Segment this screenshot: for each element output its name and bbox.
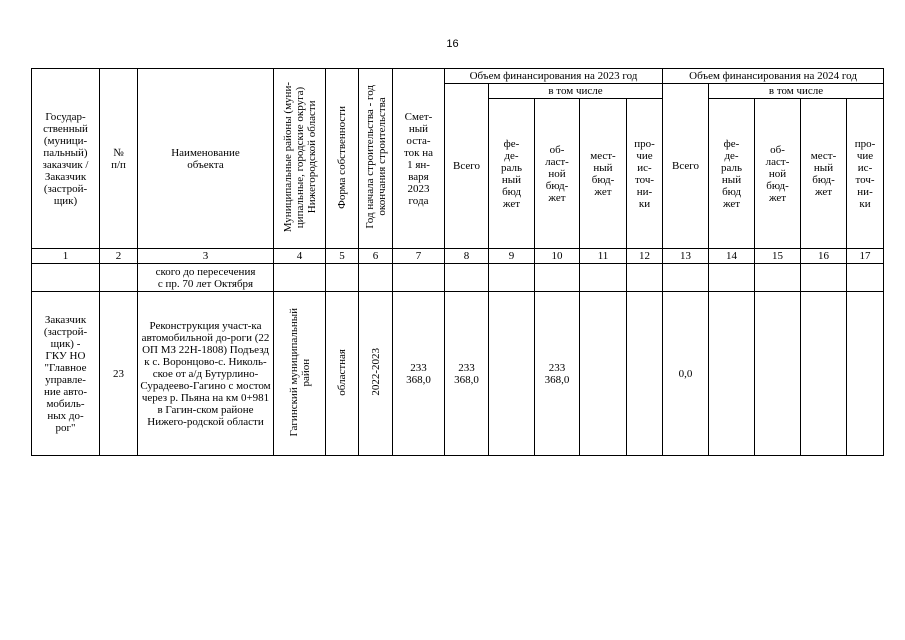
- continuation-row: [32, 264, 884, 292]
- column-number: 15: [755, 249, 801, 264]
- row-other-2023: [627, 292, 663, 456]
- header-customer: Государ- ственный (муници- пальный) заказчик / Заказчик (застрой- щик): [32, 69, 100, 249]
- column-number: 14: [709, 249, 755, 264]
- header-years-cell: [359, 69, 393, 249]
- column-number: 7: [393, 249, 445, 264]
- financing-table: [31, 68, 884, 456]
- table-cell: [535, 264, 580, 292]
- table-cell: [274, 264, 326, 292]
- table-cell: [489, 264, 535, 292]
- column-number: 8: [445, 249, 489, 264]
- table-cell: [580, 264, 627, 292]
- column-number: 2: [100, 249, 138, 264]
- row-customer: Заказчик (застрой- щик) - ГКУ НО "Главное управле- ние авто- мобиль- ных до- рог": [32, 292, 100, 456]
- column-number: 3: [138, 249, 274, 264]
- row-district: Гагинский муниципальный район: [287, 307, 312, 437]
- column-number: 4: [274, 249, 326, 264]
- header-total-2023: Всего: [445, 84, 489, 249]
- row-district-cell: [274, 292, 326, 456]
- header-regional-2024: об- ласт- ной бюд- жет: [755, 99, 801, 249]
- table-cell: [755, 264, 801, 292]
- row-years: 2022-2023: [369, 348, 382, 396]
- row-federal-2023: [489, 292, 535, 456]
- row-years-cell: [359, 292, 393, 456]
- column-number: 10: [535, 249, 580, 264]
- table-row: [32, 292, 884, 456]
- row-other-2024: [847, 292, 884, 456]
- table-cell: [627, 264, 663, 292]
- row-object-name: Реконструкция участ-ка автомобильной до-роги (22 ОП МЗ 22Н-1808) Подъезд к с. Воронцово-с. Николь-ское от а/д Бутурлино-Сурадеево-Гагино с мостом через р. Пьяна на км 0+981 в Гагин-ском районе Нижего-родской области: [138, 292, 274, 456]
- column-number: 17: [847, 249, 884, 264]
- table-cell: [847, 264, 884, 292]
- row-local-2024: [801, 292, 847, 456]
- column-number: 12: [627, 249, 663, 264]
- header-districts: Муниципальные районы (муни- ципальные, городские округа) Нижегородской области: [281, 81, 318, 233]
- header-federal-2024: фе- де- раль ный бюд жет: [709, 99, 755, 249]
- row-regional-2023: 233 368,0: [535, 292, 580, 456]
- header-estimate: Смет- ный оста- ток на 1 ян- варя 2023 года: [393, 69, 445, 249]
- header-total-2024: Всего: [663, 84, 709, 249]
- column-number: 6: [359, 249, 393, 264]
- table-cell: [445, 264, 489, 292]
- row-federal-2024: [709, 292, 755, 456]
- row-estimate: 233 368,0: [393, 292, 445, 456]
- row-total-2023: 233 368,0: [445, 292, 489, 456]
- table-cell: [100, 264, 138, 292]
- header-incl-2023: в том числе: [489, 84, 663, 99]
- header-years: Год начала строительства - год окончания строительства: [363, 85, 388, 229]
- header-local-2024: мест- ный бюд- жет: [801, 99, 847, 249]
- header-other-2024: про- чие ис- точ- ни- ки: [847, 99, 884, 249]
- header-districts-cell: [274, 69, 326, 249]
- column-number-row: [32, 249, 884, 264]
- header-row-1: [32, 69, 884, 84]
- header-local-2023: мест- ный бюд- жет: [580, 99, 627, 249]
- header-ownership-cell: [326, 69, 359, 249]
- row-number: 23: [100, 292, 138, 456]
- header-financing-2024: Объем финансирования на 2024 год: [663, 69, 884, 84]
- row-total-2024: 0,0: [663, 292, 709, 456]
- row-ownership: областная: [336, 348, 348, 396]
- continuation-object-name: ского до пересечения с пр. 70 лет Октября: [138, 264, 274, 292]
- header-other-2023: про- чие ис- точ- ни- ки: [627, 99, 663, 249]
- header-incl-2024: в том числе: [709, 84, 884, 99]
- column-number: 16: [801, 249, 847, 264]
- row-ownership-cell: [326, 292, 359, 456]
- header-financing-2023: Объем финансирования на 2023 год: [445, 69, 663, 84]
- column-number: 13: [663, 249, 709, 264]
- column-number: 11: [580, 249, 627, 264]
- row-local-2023: [580, 292, 627, 456]
- table-cell: [709, 264, 755, 292]
- table-cell: [359, 264, 393, 292]
- column-number: 5: [326, 249, 359, 264]
- page-number: 16: [446, 38, 459, 50]
- table-cell: [393, 264, 445, 292]
- table-cell: [663, 264, 709, 292]
- header-federal-2023: фе- де- раль ный бюд жет: [489, 99, 535, 249]
- table-cell: [326, 264, 359, 292]
- header-object-name: Наименование объекта: [138, 69, 274, 249]
- header-regional-2023: об- ласт- ной бюд- жет: [535, 99, 580, 249]
- table-cell: [32, 264, 100, 292]
- row-regional-2024: [755, 292, 801, 456]
- column-number: 9: [489, 249, 535, 264]
- column-number: 1: [32, 249, 100, 264]
- table-cell: [801, 264, 847, 292]
- header-ownership: Форма собственности: [336, 105, 348, 209]
- header-number: № п/п: [100, 69, 138, 249]
